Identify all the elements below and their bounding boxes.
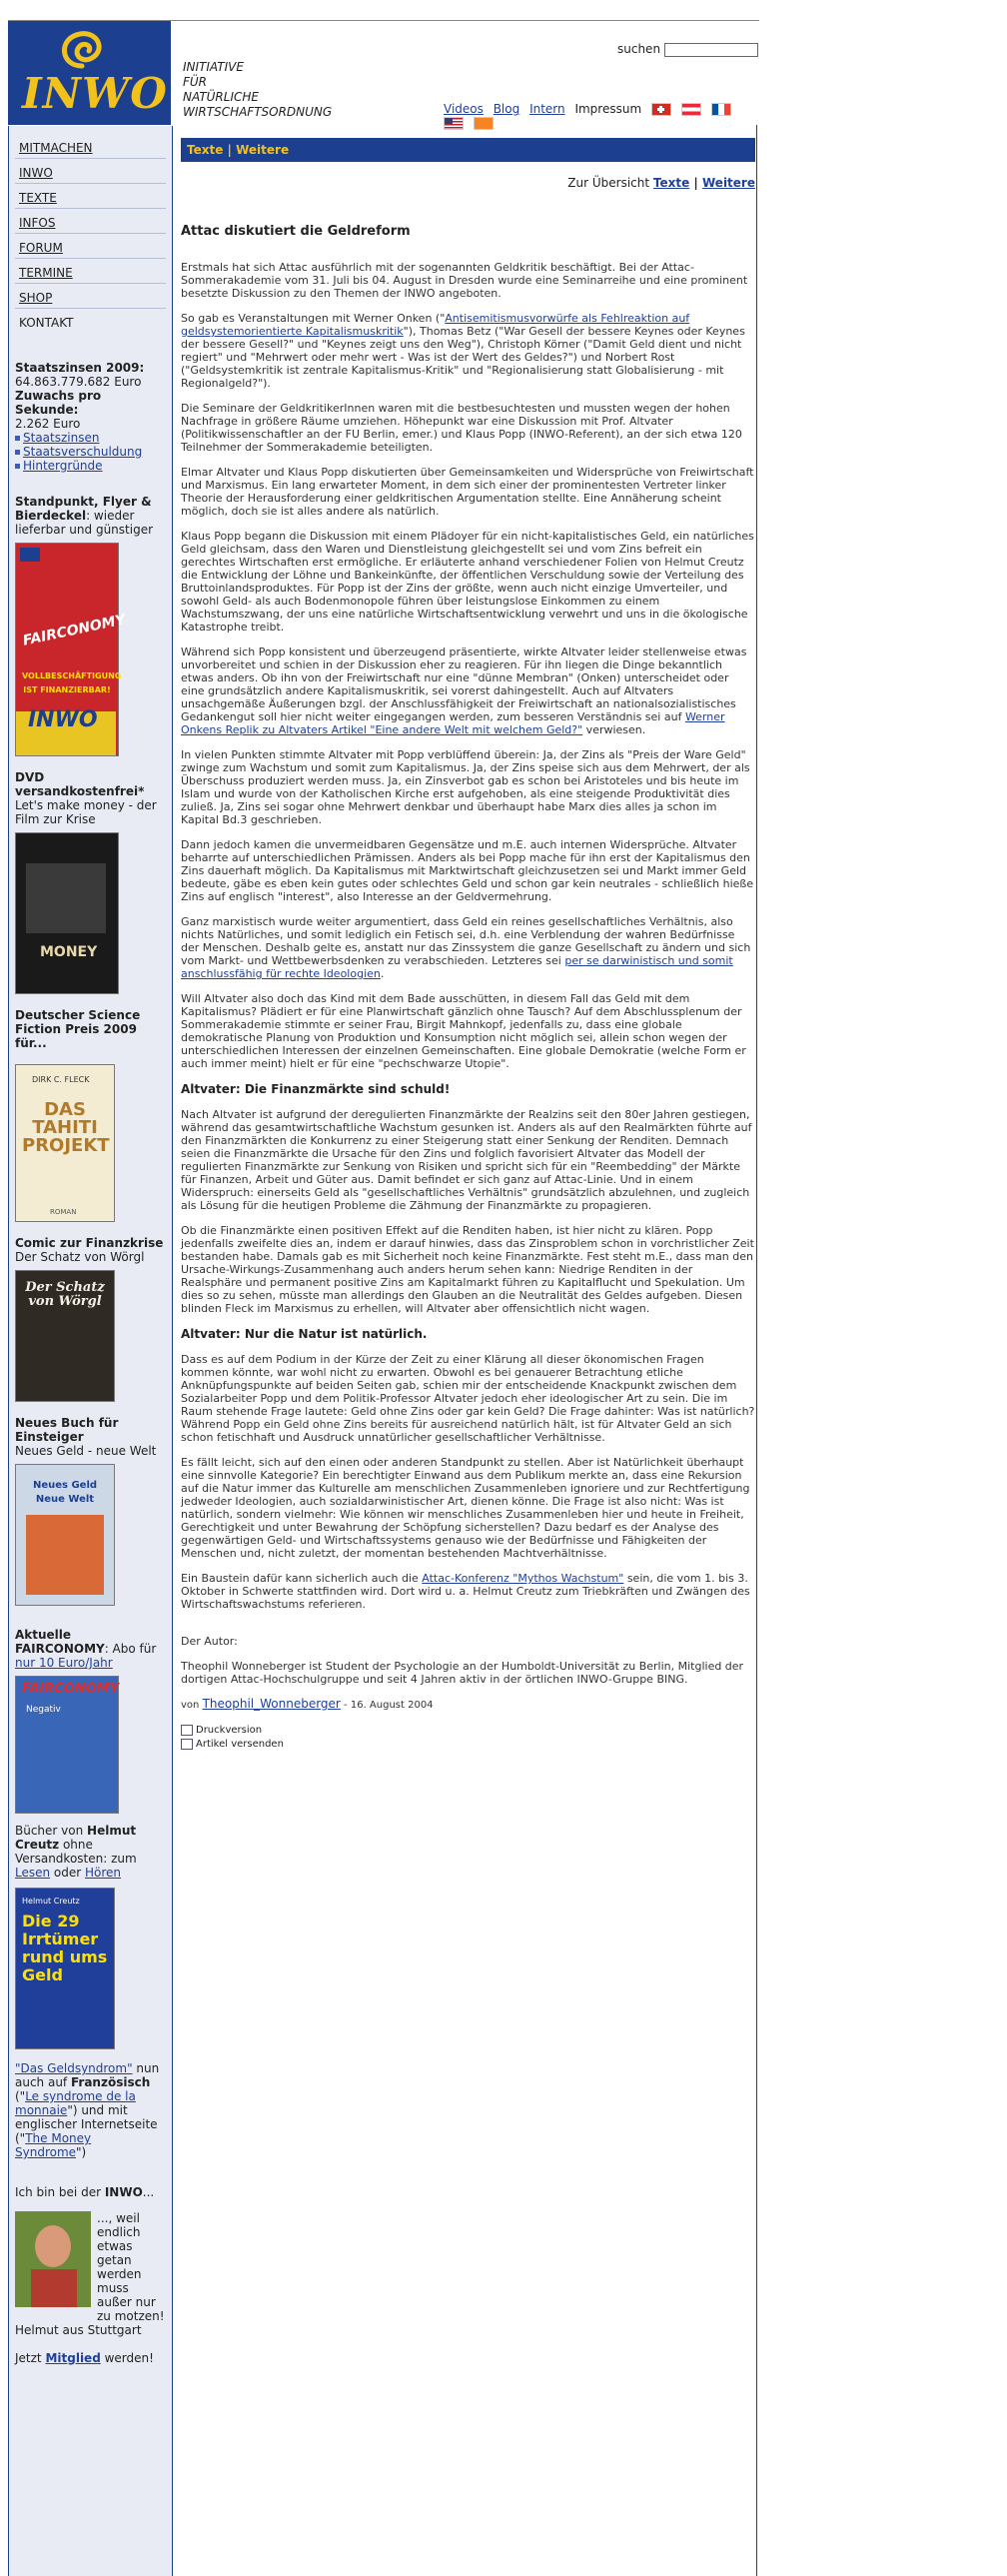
paragraph: Erstmals hat sich Attac ausführlich mit der sogenannten Geldkritik beschäftigt. Bei der Attac-Sommerakademie vom 31. Juli bis 04. August in Dresden wurde eine Seminarreihe und eine prominent besetzte Diskussion zu den Themen der INWO angeboten. xyxy=(181,261,748,300)
sidebar-item-kontakt[interactable]: KONTAKT xyxy=(19,316,74,330)
syndrome-monnaie-link[interactable]: Le syndrome de la monnaie xyxy=(15,2089,136,2117)
paragraph: Ob die Finanzmärkte einen positiven Effekt auf die Renditen haben, ist hier nicht zu klären. Popp jedenfalls zweifelte dies an, indem er darauf hinwies, dass das Zinsproblem schon in vorchristlicher Zeit bestanden habe. Damals gab es mit Sicherheit noch keine Finanzmärkte. Fest steht m.E., dass man den Ursache-Wirkungs-Zusammenhang auch anders herum sehen kann: Niedrige Renditen in der Realsphäre und permanent positive Zins am Kapitalmarkt führen zu Kapitalflucht und Spekulation. Um dies so zu sehen, müsste man allerdings den Glauben an die Neutralität des Geldes aufgeben. Diesen blinden Fleck im Marxismus zu erhellen, will Altvater aber offensichtlich nicht wagen. xyxy=(181,1224,754,1315)
author-bio: Theophil Wonneberger ist Student der Psychologie an der Humboldt-Universität zu Berlin, Mitglied der dortigen Attac-Hochschulgruppe und seit 4 Jahren aktiv in der örtlichen INWO-Gruppe BING. xyxy=(181,1660,744,1686)
paragraph: Ein Baustein dafür kann sicherlich auch die Attac-Konferenz "Mythos Wachstum" sein, die vom 1. bis 3. Oktober in Schwerte stattfinden wird. Dort wird u. a. Helmut Creutz zum Triebkräften und Zwängen des Wirtschaftswachstums referieren. xyxy=(181,1572,750,1611)
einsteiger-promo: Neues Buch für Einsteiger Neues Geld - neue Welt Neues Geld Neue Welt xyxy=(9,1416,172,1606)
fairconomy-abo-link[interactable]: nur 10 Euro/Jahr xyxy=(15,1656,113,1670)
subheading-natur: Altvater: Nur die Natur ist natürlich. xyxy=(181,1327,428,1341)
geldsyndrom-promo: "Das Geldsyndrom" nun auch auf Französisch ("Le syndrome de la monnaie") und mit englischer Internetseite ("The Money Syndrome") xyxy=(15,2061,160,2159)
fairconomy-cover-image[interactable]: FAIRCONOMY Negativ xyxy=(15,1676,119,1814)
article-title: Attac diskutiert die Geldreform xyxy=(181,224,411,239)
nav-impressum[interactable]: Impressum xyxy=(574,102,642,116)
flag-france-icon[interactable] xyxy=(711,103,731,116)
darwinistisch-link[interactable]: per se darwinistisch und somit anschlussfähig für rechte Ideologien xyxy=(181,954,733,980)
link-staatszinsen[interactable]: Staatszinsen xyxy=(23,431,100,445)
sidebar-item-shop[interactable]: SHOP xyxy=(15,288,166,309)
irrtuemer-book-cover[interactable]: Helmut Creutz Die 29 Irrtümer rund ums Geld xyxy=(15,1888,115,2049)
send-article-action[interactable]: Artikel versenden xyxy=(181,1738,755,1752)
logo-wordmark: INWO xyxy=(22,69,168,118)
sidebar-item-forum[interactable]: FORUM xyxy=(15,238,166,259)
tahiti-book-cover[interactable]: DIRK C. FLECK DAS TAHITI PROJEKT ROMAN xyxy=(15,1064,115,1222)
sidebar-menu xyxy=(9,138,172,333)
search-input[interactable] xyxy=(664,43,758,57)
overview-weitere-link[interactable]: Weitere xyxy=(702,176,755,190)
top-nav xyxy=(444,102,759,130)
paragraph: Während sich Popp konsistent und überzeugend präsentierte, wirkte Altvater leider stellenweise etwas unvorbereitet und schien in der Diskussion eher zu reagieren. Für ihn liegen die Dinge bekanntlich etwas anders. Ob ihn von der Freiwirtschaft nur eine "dünne Membran" (Onken) unterscheidet oder eine grundsätzlich andere Kapitalismuskritik, sei vorerst dahingestellt. Auch auf Altvaters unsachgemäße Äußerungen bzgl. der Anschlussfähigkeit der Freiwirtschaft an nationalsozialistisches Gedankengut soll hier nicht weiter eingegangen werden, zum besseren Verständnis sei auf Werner Onkens Replik zu Altvaters Artikel "Eine andere Welt mit welchem Geld?" verwiesen. xyxy=(181,645,747,736)
hoeren-link[interactable]: Hören xyxy=(85,1866,122,1880)
dvd-promo: DVD versandkostenfrei* Let's make money - der Film zur Krise MONEY xyxy=(9,770,172,994)
flag-usa-icon[interactable] xyxy=(444,117,464,130)
dvd-cover-image[interactable]: MONEY xyxy=(15,832,119,994)
search-label: suchen xyxy=(617,42,661,56)
standpunkt-promo: Standpunkt, Flyer & Bierdeckel: wieder lieferbar und günstiger FAIRCONOMY VOLLBESCHÄFTIGUNG IST FINANZIERBAR! INWO xyxy=(9,495,172,756)
paragraph: Die Seminare der GeldkritikerInnen waren mit die bestbesuchtesten und mussten wegen der hohen Nachfrage in größere Räume umziehen. Höhepunkt war eine Diskussion mit Prof. Altvater (Politikwissenschaftler an der FU Berlin, emer.) und Klaus Popp (INWO-Referent), an der sich etwa 120 Teilnehmer der Sommerakademie beteiligten. xyxy=(181,402,742,454)
nav-intern[interactable]: Intern xyxy=(529,102,565,116)
paragraph: Will Altvater also doch das Kind mit dem Bade ausschütten, in diesem Fall das Geld mit dem Kapitalismus? Plädiert er für eine Planwirtschaft gänzlich ohne Tausch? Auf dem Abschlussplenum der Sommerakademie stimmte er seiner Frau, Birgit Mahnkopf, jedenfalls zu, dass eine globale demokratische Planung von Produktion und Konsumption nicht möglich sei, allein schon wegen der unterschiedlichen Interessen der einzelnen Gemeinschaften. Eine globale Demokratie (welche Form er auch immer meint) hielt er für eine "pechschwarze Utopie". xyxy=(181,992,746,1070)
flag-austria-icon[interactable] xyxy=(681,103,701,116)
sidebar-item-texte[interactable]: TEXTE xyxy=(15,188,166,209)
comic-cover-image[interactable]: Der Schatz von Wörgl xyxy=(15,1270,115,1402)
author-link[interactable]: Theophil_Wonneberger xyxy=(202,1697,341,1711)
fairconomy-promo: Aktuelle FAIRCONOMY: Abo für nur 10 Euro/Jahr FAIRCONOMY Negativ xyxy=(9,1628,172,1814)
content-right-border xyxy=(756,125,757,2576)
org-name: INITIATIVE FÜR NATÜRLICHE WIRTSCHAFTSORDNUNG xyxy=(183,60,333,119)
paragraph: Klaus Popp begann die Diskussion mit einem Plädoyer für ein nicht-kapitalistisches Geld, ein natürliches Geld gleichsam, dass den Waren und Dienstleistung gleichgestellt sei und vom Zins befreit ein gerechtes Wirtschaften erst ermögliche. Er erläuterte anhand verschiedener Folien von Helmut Creutz die Entwicklung der Löhne und Bankeinkünfte, der öffentlichen Verschuldung sowie der Verteilung des Bruttoinlandsproduktes. Für Popp ist der Zins der größte, wenn auch nicht einzige Umverteiler, und sowohl Geld- als auch Bodenmonopole führen über leistungslose Einkommen zu einem Wachstumszwang, der uns eine natürliche Wirtschaftsentwicklung verwehrt und uns in die ökologische Katastrophe treibt. xyxy=(181,530,754,634)
geldsyndrom-link[interactable]: "Das Geldsyndrom" xyxy=(15,2061,133,2075)
overview-breadcrumb: Zur Übersicht Texte | Weitere xyxy=(567,176,755,190)
print-version-action[interactable]: Druckversion xyxy=(181,1724,755,1738)
sidebar-item-infos[interactable]: INFOS xyxy=(15,213,166,234)
testimonial: Ich bin bei der INWO... ..., weil endlich etwas getan werden muss außer nur zu motzen! Helmut aus Stuttgart Jetzt Mitglied werden! xyxy=(9,2185,172,2365)
testimonial-photo xyxy=(15,2211,91,2307)
paragraph: In vielen Punkten stimmte Altvater mit Popp verblüffend überein: Ja, der Zins als "Preis der Ware Geld" zwinge zum Wachstum und somit zum Kapitalismus. Ja, der Zins speise sich aus dem Mehrwert, der als Überschuss produziert werden muss. Ja, ein Zinsverbot gab es schon bei Aristoteles und bis heute im Islam und wurde von der Katholischen Kirche erst aufgehoben, als eine steigende Produktivität dies zuließ. Ja, Zins sei sogar ohne Mehrwert denkbar und überhaupt habe Marx dies alles ja schon im Kapital Bd.3 geschrieben. xyxy=(181,748,750,826)
paragraph: Dass es auf dem Podium in der Kürze der Zeit zu einer Klärung all dieser ökonomischen Fragen kommen könnte, war wohl nicht zu erwarten. Obwohl es bei genauerer Betrachtung etliche Anknüpfungspunkte auf beiden Seiten gab, schien mir der entscheidende Knackpunkt zwischen dem Sozialarbeiter Popp und dem Politik-Professor Altvater jedoch eher ideologischer Art zu sein. Die im Raum stehende Frage lautete: Geld ohne Zins oder gar kein Geld? Die Frage dahinter: Was ist natürlich? Während Popp ein Geld ohne Zins bereits für ausreichend natürlich hält, ist für Altvater Geld an sich schon fetischhaft und Ausdruck unnatürlicher gesellschaftlicher Verhältnisse. xyxy=(181,1353,755,1444)
swirl-icon xyxy=(52,26,112,72)
bullet-icon xyxy=(15,464,20,469)
creutz-promo: Bücher von Helmut Creutz ohne Versandkosten: zum Lesen oder Hören Helmut Creutz Die 29 Irrtümer rund ums Geld xyxy=(9,1824,172,2049)
nav-videos[interactable]: Videos xyxy=(444,102,484,116)
money-syndrome-link[interactable]: The Money Syndrome xyxy=(15,2131,92,2159)
paragraph: Ganz marxistisch wurde weiter argumentiert, dass Geld ein reines gesellschaftliches Verhältnis, also nichts Natürliches, und somit lediglich ein Fetisch sei, d.h. eine Verblendung der wahren Bedürfnisse der Menschen. Deshalb gelte es, anstatt nur das Zinssystem die ganze Gesellschaft zu ändern und sich vom Markt- und Wettbewerbsdenken zu verabschieden. Letzteres sei per se darwinistisch und somit anschlussfähig für rechte Ideologien. xyxy=(181,915,751,980)
sidebar-item-termine[interactable]: TERMINE xyxy=(15,263,166,284)
lesen-link[interactable]: Lesen xyxy=(15,1866,51,1880)
bar-texte-link[interactable]: Texte xyxy=(187,143,224,157)
article-actions xyxy=(181,1724,755,1752)
mythos-wachstum-link[interactable]: Attac-Konferenz "Mythos Wachstum" xyxy=(422,1572,624,1585)
standpunkt-cover-image[interactable]: FAIRCONOMY VOLLBESCHÄFTIGUNG IST FINANZIERBAR! INWO xyxy=(15,543,119,756)
inwo-logo[interactable] xyxy=(8,21,171,125)
sidebar-item-inwo[interactable]: INWO xyxy=(15,163,166,184)
flag-switzerland-icon[interactable] xyxy=(651,103,671,116)
section-bar: Texte | Weitere xyxy=(181,138,755,162)
overview-texte-link[interactable]: Texte xyxy=(652,176,690,190)
testimonial-author: Helmut aus Stuttgart xyxy=(15,2323,142,2337)
onken-antisemitismus-link[interactable]: Antisemitismusvorwürfe als Fehlreaktion auf geldsystemorientierte Kapitalismuskritik xyxy=(181,312,690,338)
printer-icon xyxy=(181,1725,193,1736)
nav-blog[interactable]: Blog xyxy=(493,102,520,116)
bullet-icon xyxy=(15,450,20,455)
comic-promo: Comic zur Finanzkrise Der Schatz von Wörgl Der Schatz von Wörgl xyxy=(9,1236,172,1402)
envelope-icon xyxy=(181,1739,193,1750)
testimonial-quote: ..., weil endlich etwas getan werden muss außer nur zu motzen! xyxy=(97,2211,165,2323)
byline: von Theophil_Wonneberger - 16. August 2004 xyxy=(181,1697,434,1711)
paragraph: Es fällt leicht, sich auf den einen oder anderen Standpunkt zu stellen. Aber ist Natürlichkeit überhaupt eine sinnvolle Kategorie? Ein berechtigter Einwand aus dem Publikum merkte an, dass eine Rekursion auf die Natur immer das Kulturelle am menschlichen Zusammenleben ignoriere und zur Rechtfertigung jedweder Ideologien, auch sozialdarwinistischer Art, dienen könne. Die Frage ist also nicht: Was ist natürlich, sondern vielmehr: Wie können wir menschliches Zusammenleben hier und heute in Freiheit, Gerechtigkeit und unter Bewahrung der Schöpfung sicherstellen? Dazu bedarf es der Analyse des gegenwärtigen Geld- und Wirtschaftssystems genauso wie der Bedürfnisse und Fähigkeiten der Menschen und, nicht zuletzt, der momentan bestehenden Machtverhältnisse. xyxy=(181,1456,750,1560)
link-staatsverschuldung[interactable]: Staatsverschuldung xyxy=(23,445,143,459)
paragraph: Nach Altvater ist aufgrund der deregulierten Finanzmärkte der Realzins seit den 80er Jahren gestiegen, während das gesamtwirtschaftliche Wachstum gesunken ist. Anders als auf den Realmärkten führte auf den Finanzmärkten die Konkurrenz zu einer Steigerung statt einer Senkung der Renditen. Demnach seien die Finanzmärkte die Ursache für den Zins und folglich favorisiert Altvater das Modell der regulierten Finanzmärkte zur Senkung von Risiken und spricht sich für ein "Reembedding" der Märkte für Finanzen, Arbeit und Güter aus. Damit befindet er sich ganz auf Attac-Linie. Und in einem Widerspruch: einerseits Geld als "gesellschaftliches Verhältnis" grundsätzlich abzulehnen, und zugleich als Lösung für die heutigen Probleme die Zähmung der Finanzmärkte zu propagieren. xyxy=(181,1108,752,1212)
scifi-promo: Deutscher Science Fiction Preis 2009 für... DIRK C. FLECK DAS TAHITI PROJEKT ROMAN xyxy=(9,1008,172,1222)
staatszinsen-box: Staatszinsen 2009: 64.863.779.682 Euro Zuwachs pro Sekunde: 2.262 Euro Staatszinsen Staatsverschuldung Hintergründe xyxy=(15,361,145,473)
bullet-icon xyxy=(15,436,20,441)
link-hintergruende[interactable]: Hintergründe xyxy=(23,459,103,473)
mitglied-link[interactable]: Mitglied xyxy=(45,2351,101,2365)
flag-rss-icon[interactable] xyxy=(474,117,494,130)
main-content xyxy=(181,138,755,1752)
paragraph: So gab es Veranstaltungen mit Werner Onken ("Antisemitismusvorwürfe als Fehlreaktion auf geldsystemorientierte Kapitalismuskritik"), Thomas Betz ("War Gesell der bessere Keynes oder Keynes der bessere Gesell?" und "Keynes zeigt uns den Weg"), Christoph Körner ("Damit Geld dient und nicht regiert" und "Mehrwert oder mehr wert - Was ist der Wert des Geldes?") und Norbert Rost ("Geldsystemkritik ist zentrale Kapitalismus-Kritik" und "Regionalisierung statt Globalisierung - mit Regionalgeld?"). xyxy=(181,312,745,390)
member-cta: Jetzt Mitglied werden! xyxy=(15,2351,154,2365)
paragraph: Dann jedoch kamen die unvermeidbaren Gegensätze und m.E. auch internen Widersprüche. Altvater beharrte auf unterschiedlichen Prämissen. Anders als bei Popp mache für ihn erst der Kapitalismus den Zins dauerhaft möglich. Da Kapitalismus mit Marktwirtschaft gleichzusetzen sei und Markt immer Geld bedeute, gäbe es eben kein gutes oder schlechtes Geld und schon gar kein neutrales - schließlich hieße Zins auf englisch "interest", also Interesse an der Geldvermehrung. xyxy=(181,838,754,903)
paragraph: Elmar Altvater und Klaus Popp diskutierten über Gemeinsamkeiten und Widersprüche von Freiwirtschaft und Marxismus. Ein lang erwarteter Moment, in dem sich einer der prominentesten Vertreter linker Theorie der Herausforderung einer geldkritischen Argumentation stellte. Eine Annäherung scheint möglich, doch sie ist alles andere als natürlich. xyxy=(181,466,754,518)
sidebar xyxy=(8,126,173,2576)
onken-replik-link[interactable]: Werner Onkens Replik zu Altvaters Artikel "Eine andere Welt mit welchem Geld?" xyxy=(181,710,725,736)
bar-weitere-link[interactable]: Weitere xyxy=(236,143,290,157)
sidebar-item-mitmachen[interactable]: MITMACHEN xyxy=(15,138,166,159)
neues-geld-cover-image[interactable]: Neues Geld Neue Welt xyxy=(15,1464,115,1606)
search-area xyxy=(617,42,758,57)
subheading-finanzmaerkte: Altvater: Die Finanzmärkte sind schuld! xyxy=(181,1082,451,1096)
author-label: Der Autor: xyxy=(181,1635,238,1648)
